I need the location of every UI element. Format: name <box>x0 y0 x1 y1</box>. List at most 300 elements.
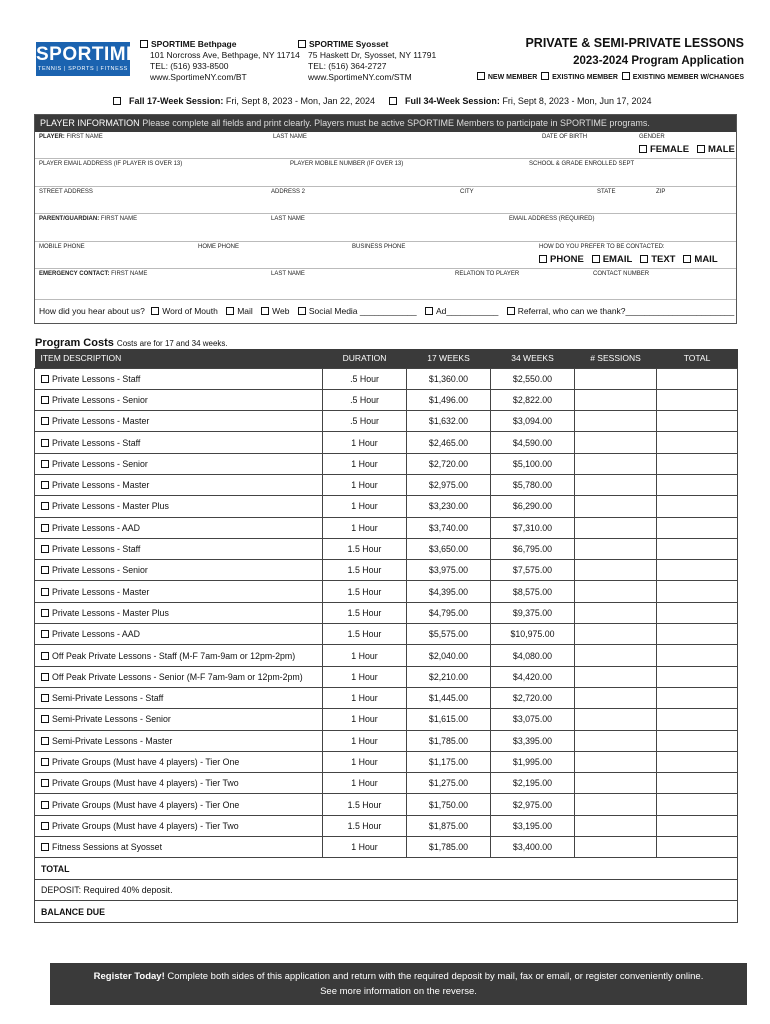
total-input[interactable] <box>657 389 738 410</box>
sessions-input[interactable] <box>575 453 657 474</box>
member-options <box>477 72 744 81</box>
full-session-checkbox[interactable] <box>389 97 397 105</box>
total-input[interactable] <box>657 837 738 858</box>
duration-cell: 1 Hour <box>323 730 407 751</box>
item-checkbox[interactable] <box>41 375 49 383</box>
table-row <box>35 751 738 772</box>
duration-cell: 1.5 Hour <box>323 581 407 602</box>
item-description: Private Lessons - Senior <box>52 565 148 576</box>
player-info-title: PLAYER INFORMATION <box>40 118 140 128</box>
option-label: Mail <box>237 306 253 316</box>
item-cell[interactable] <box>35 517 323 538</box>
price-34-cell: $4,590.00 <box>491 432 575 453</box>
item-checkbox[interactable] <box>41 843 49 851</box>
table-row <box>35 411 738 432</box>
price-17-cell: $2,210.00 <box>407 666 491 687</box>
hear-question: How did you hear about us? <box>39 306 145 316</box>
phone-checkbox[interactable] <box>539 255 547 263</box>
sessions-input[interactable] <box>575 794 657 815</box>
program-costs-table <box>34 349 738 923</box>
table-row <box>35 730 738 751</box>
price-17-cell: $1,615.00 <box>407 709 491 730</box>
price-34-cell: $2,822.00 <box>491 389 575 410</box>
table-row <box>35 837 738 858</box>
price-34-cell: $6,290.00 <box>491 496 575 517</box>
street-address-field[interactable]: STREET ADDRESS <box>39 189 93 195</box>
table-row <box>35 560 738 581</box>
location-web: www.SportimeNY.com/BT <box>150 72 247 82</box>
table-row <box>35 602 738 623</box>
column-header: 17 WEEKS <box>407 349 491 368</box>
item-description: Private Lessons - Senior <box>52 458 148 469</box>
player-info-note: Please complete all fields and print clearly. Players must be active SPORTIME Members to participate in SPORTIME programs. <box>142 118 650 128</box>
table-row <box>35 581 738 602</box>
contact-number-field[interactable]: CONTACT NUMBER <box>593 271 650 277</box>
table-row <box>35 645 738 666</box>
total-input[interactable] <box>657 538 738 559</box>
price-34-cell: $10,975.00 <box>491 624 575 645</box>
sessions-input[interactable] <box>575 411 657 432</box>
price-34-cell: $3,075.00 <box>491 709 575 730</box>
item-cell[interactable] <box>35 624 323 645</box>
gender-options <box>639 144 735 155</box>
existing-member-checkbox[interactable] <box>541 72 549 80</box>
duration-cell: 1 Hour <box>323 517 407 538</box>
session-label: Fall 17-Week Session: <box>129 96 224 106</box>
contact-options <box>539 254 718 265</box>
session-full <box>389 96 652 106</box>
item-checkbox[interactable] <box>41 822 49 830</box>
item-description: Private Lessons - AAD <box>52 629 141 640</box>
divider <box>35 268 736 269</box>
total-input[interactable] <box>657 815 738 836</box>
item-checkbox[interactable] <box>41 779 49 787</box>
price-17-cell: $5,575.00 <box>407 624 491 645</box>
item-description: Private Lessons - Staff <box>52 373 141 384</box>
sessions-input[interactable] <box>575 730 657 751</box>
field-label: EMERGENCY CONTACT: <box>39 271 110 277</box>
price-34-cell: $7,575.00 <box>491 560 575 581</box>
sessions-input[interactable] <box>575 645 657 666</box>
table-row <box>35 517 738 538</box>
total-label: TOTAL <box>35 858 738 880</box>
location-web: www.SportimeNY.com/STM <box>308 72 412 82</box>
item-description: Semi-Private Lessons - Master <box>52 735 173 746</box>
contact-preference-label: HOW DO YOU PREFER TO BE CONTACTED: <box>539 244 665 250</box>
option-label: Social Media ____________ <box>308 306 417 316</box>
field-label: FIRST NAME <box>66 134 103 140</box>
item-checkbox[interactable] <box>41 545 49 553</box>
sessions-input[interactable] <box>575 837 657 858</box>
sessions-input[interactable] <box>575 474 657 495</box>
item-checkbox[interactable] <box>41 502 49 510</box>
item-checkbox[interactable] <box>41 630 49 638</box>
emergency-first-name-field[interactable] <box>39 271 147 277</box>
location-tel: TEL: (516) 364-2727 <box>308 61 387 71</box>
duration-cell: 1.5 Hour <box>323 602 407 623</box>
price-17-cell: $4,395.00 <box>407 581 491 602</box>
sportime-logo <box>36 42 140 76</box>
item-description: Semi-Private Lessons - Staff <box>52 693 164 704</box>
price-34-cell: $7,310.00 <box>491 517 575 538</box>
column-header: TOTAL <box>657 349 738 368</box>
option-label: Referral, who can we thank?_______________________ <box>517 306 735 316</box>
price-34-cell: $2,720.00 <box>491 687 575 708</box>
email-field[interactable]: EMAIL ADDRESS (REQUIRED) <box>509 216 595 222</box>
item-cell[interactable] <box>35 602 323 623</box>
item-cell[interactable] <box>35 411 323 432</box>
sessions-input[interactable] <box>575 815 657 836</box>
total-input[interactable] <box>657 496 738 517</box>
player-mobile-field[interactable]: PLAYER MOBILE NUMBER (IF OVER 13) <box>290 161 404 167</box>
total-input[interactable] <box>657 751 738 772</box>
sessions-input[interactable] <box>575 687 657 708</box>
duration-cell: 1 Hour <box>323 474 407 495</box>
table-row <box>35 815 738 836</box>
footer-line2: See more information on the reverse. <box>320 986 477 997</box>
home-phone-field[interactable]: HOME PHONE <box>198 244 240 250</box>
item-cell[interactable] <box>35 368 323 389</box>
sessions-input[interactable] <box>575 602 657 623</box>
price-34-cell: $5,780.00 <box>491 474 575 495</box>
column-header: DURATION <box>323 349 407 368</box>
field-label: PLAYER: <box>39 134 65 140</box>
item-checkbox[interactable] <box>41 758 49 766</box>
price-17-cell: $1,360.00 <box>407 368 491 389</box>
price-34-cell: $8,575.00 <box>491 581 575 602</box>
duration-cell: 1 Hour <box>323 709 407 730</box>
program-costs-title: Program Costs <box>35 337 114 349</box>
syosset-checkbox[interactable] <box>298 40 306 48</box>
option-label: TEXT <box>651 254 676 265</box>
item-checkbox[interactable] <box>41 460 49 468</box>
item-checkbox[interactable] <box>41 417 49 425</box>
price-17-cell: $1,785.00 <box>407 837 491 858</box>
table-row <box>35 624 738 645</box>
item-cell[interactable] <box>35 496 323 517</box>
table-row <box>35 474 738 495</box>
item-description: Semi-Private Lessons - Senior <box>52 714 171 725</box>
item-description: Private Lessons - Master <box>52 586 150 597</box>
item-description: Off Peak Private Lessons - Senior (M-F 7am-9am or 12pm-2pm) <box>52 671 303 682</box>
item-description: Private Lessons - AAD <box>52 522 141 533</box>
table-header-row <box>35 349 738 368</box>
total-input[interactable] <box>657 581 738 602</box>
sessions-input[interactable] <box>575 517 657 538</box>
price-17-cell: $2,040.00 <box>407 645 491 666</box>
male-checkbox[interactable] <box>697 145 705 153</box>
ad-checkbox[interactable] <box>425 307 433 315</box>
hear-about-us-row <box>39 306 734 316</box>
duration-cell: 1.5 Hour <box>323 538 407 559</box>
duration-cell: 1 Hour <box>323 432 407 453</box>
city-field[interactable]: CITY <box>460 189 474 195</box>
sessions-input[interactable] <box>575 581 657 602</box>
session-label: Full 34-Week Session: <box>405 96 500 106</box>
total-input[interactable] <box>657 624 738 645</box>
item-checkbox[interactable] <box>41 524 49 532</box>
item-cell[interactable] <box>35 581 323 602</box>
divider <box>35 213 736 214</box>
duration-cell: 1 Hour <box>323 687 407 708</box>
item-checkbox[interactable] <box>41 715 49 723</box>
logo-text: SPORTIME <box>36 44 140 65</box>
item-checkbox[interactable] <box>41 694 49 702</box>
field-label: FIRST NAME <box>100 216 138 222</box>
location-bethpage <box>140 39 300 83</box>
price-17-cell: $4,795.00 <box>407 602 491 623</box>
dob-field[interactable]: DATE OF BIRTH <box>542 134 588 140</box>
duration-cell: 1.5 Hour <box>323 815 407 836</box>
text-checkbox[interactable] <box>640 255 648 263</box>
header-titles <box>477 36 744 81</box>
location-syosset <box>298 39 436 83</box>
web-checkbox[interactable] <box>261 307 269 315</box>
item-cell[interactable] <box>35 389 323 410</box>
player-first-name-field[interactable] <box>39 134 103 140</box>
mobile-phone-field[interactable]: MOBILE PHONE <box>39 244 85 250</box>
duration-cell: 1.5 Hour <box>323 624 407 645</box>
column-header: # SESSIONS <box>575 349 657 368</box>
total-input[interactable] <box>657 666 738 687</box>
item-description: Private Groups (Must have 4 players) - Tier Two <box>52 778 239 789</box>
mail-checkbox[interactable] <box>683 255 691 263</box>
member-option-label: EXISTING MEMBER <box>552 74 618 81</box>
item-cell[interactable] <box>35 432 323 453</box>
balance-row <box>35 901 738 923</box>
total-input[interactable] <box>657 645 738 666</box>
deposit-label: DEPOSIT: Required 40% deposit. <box>35 879 738 901</box>
item-description: Private Lessons - Master Plus <box>52 501 169 512</box>
price-34-cell: $3,395.00 <box>491 730 575 751</box>
divider <box>35 158 736 159</box>
item-checkbox[interactable] <box>41 609 49 617</box>
option-label: Word of Mouth <box>162 306 218 316</box>
existing-changes-checkbox[interactable] <box>622 72 630 80</box>
price-34-cell: $2,550.00 <box>491 368 575 389</box>
duration-cell: .5 Hour <box>323 411 407 432</box>
table-row <box>35 432 738 453</box>
sessions-input[interactable] <box>575 560 657 581</box>
price-17-cell: $3,230.00 <box>407 496 491 517</box>
register-footer <box>50 963 747 1005</box>
item-checkbox[interactable] <box>41 673 49 681</box>
total-row <box>35 858 738 880</box>
total-input[interactable] <box>657 368 738 389</box>
divider <box>35 299 736 300</box>
parent-first-name-field[interactable] <box>39 216 137 222</box>
duration-cell: 1 Hour <box>323 666 407 687</box>
total-input[interactable] <box>657 411 738 432</box>
divider <box>35 241 736 242</box>
player-email-field[interactable]: PLAYER EMAIL ADDRESS (IF PLAYER IS OVER 13) <box>39 161 183 167</box>
option-label: PHONE <box>550 254 584 265</box>
item-description: Private Lessons - Senior <box>52 394 148 405</box>
deposit-row <box>35 879 738 901</box>
total-input[interactable] <box>657 730 738 751</box>
item-description: Private Lessons - Master Plus <box>52 607 169 618</box>
item-description: Fitness Sessions at Syosset <box>52 842 163 853</box>
total-input[interactable] <box>657 432 738 453</box>
price-34-cell: $4,080.00 <box>491 645 575 666</box>
price-17-cell: $1,750.00 <box>407 794 491 815</box>
total-input[interactable] <box>657 602 738 623</box>
location-name: SPORTIME Syosset <box>309 39 389 49</box>
balance-label: BALANCE DUE <box>35 901 738 923</box>
duration-cell: 1 Hour <box>323 645 407 666</box>
total-input[interactable] <box>657 687 738 708</box>
price-34-cell: $5,100.00 <box>491 453 575 474</box>
sessions-input[interactable] <box>575 624 657 645</box>
state-field[interactable]: STATE <box>597 189 616 195</box>
price-17-cell: $3,740.00 <box>407 517 491 538</box>
total-input[interactable] <box>657 474 738 495</box>
item-cell[interactable] <box>35 751 323 772</box>
item-cell[interactable] <box>35 815 323 836</box>
price-34-cell: $1,995.00 <box>491 751 575 772</box>
option-label: EMAIL <box>602 254 633 265</box>
word-of-mouth-checkbox[interactable] <box>151 307 159 315</box>
player-info-header <box>35 115 736 132</box>
item-cell[interactable] <box>35 538 323 559</box>
duration-cell: 1.5 Hour <box>323 794 407 815</box>
form-subtitle: 2023-2024 Program Application <box>573 55 744 67</box>
bethpage-checkbox[interactable] <box>140 40 148 48</box>
item-cell[interactable] <box>35 730 323 751</box>
item-checkbox[interactable] <box>41 737 49 745</box>
duration-cell: 1 Hour <box>323 751 407 772</box>
sessions-input[interactable] <box>575 773 657 794</box>
sessions-input[interactable] <box>575 709 657 730</box>
member-option-label: EXISTING MEMBER W/CHANGES <box>632 74 744 81</box>
table-row <box>35 794 738 815</box>
item-description: Private Groups (Must have 4 players) - Tier One <box>52 756 240 767</box>
field-label: FIRST NAME <box>111 271 148 277</box>
total-input[interactable] <box>657 453 738 474</box>
mail-source-checkbox[interactable] <box>226 307 234 315</box>
item-cell[interactable] <box>35 453 323 474</box>
price-34-cell: $3,195.00 <box>491 815 575 836</box>
relation-field[interactable]: RELATION TO PLAYER <box>455 271 520 277</box>
table-row <box>35 453 738 474</box>
address2-field[interactable]: ADDRESS 2 <box>271 189 306 195</box>
item-cell[interactable] <box>35 666 323 687</box>
item-cell[interactable] <box>35 837 323 858</box>
item-cell[interactable] <box>35 794 323 815</box>
table-row <box>35 687 738 708</box>
sessions-input[interactable] <box>575 751 657 772</box>
location-name: SPORTIME Bethpage <box>151 39 237 49</box>
option-label: Ad___________ <box>436 306 499 316</box>
price-17-cell: $2,465.00 <box>407 432 491 453</box>
sessions-input[interactable] <box>575 538 657 559</box>
fall-session-checkbox[interactable] <box>113 97 121 105</box>
item-checkbox[interactable] <box>41 481 49 489</box>
option-label: FEMALE <box>650 144 690 155</box>
item-cell[interactable] <box>35 773 323 794</box>
item-description: Private Lessons - Master <box>52 480 150 491</box>
total-input[interactable] <box>657 773 738 794</box>
item-checkbox[interactable] <box>41 439 49 447</box>
divider <box>35 186 736 187</box>
referral-checkbox[interactable] <box>507 307 515 315</box>
item-cell[interactable] <box>35 709 323 730</box>
price-17-cell: $1,875.00 <box>407 815 491 836</box>
table-row <box>35 666 738 687</box>
item-checkbox[interactable] <box>41 396 49 404</box>
location-address: 75 Haskett Dr, Syosset, NY 11791 <box>308 50 437 60</box>
parent-last-name-field[interactable]: LAST NAME <box>271 216 305 222</box>
price-17-cell: $1,175.00 <box>407 751 491 772</box>
player-information-section <box>34 114 737 324</box>
social-media-checkbox[interactable] <box>298 307 306 315</box>
table-row <box>35 538 738 559</box>
female-checkbox[interactable] <box>639 145 647 153</box>
option-label: MALE <box>707 144 735 155</box>
sessions-input[interactable] <box>575 432 657 453</box>
duration-cell: .5 Hour <box>323 389 407 410</box>
item-checkbox[interactable] <box>41 566 49 574</box>
option-label: MAIL <box>694 254 718 265</box>
total-input[interactable] <box>657 560 738 581</box>
sessions-input[interactable] <box>575 496 657 517</box>
price-17-cell: $2,720.00 <box>407 453 491 474</box>
price-17-cell: $1,275.00 <box>407 773 491 794</box>
item-description: Private Groups (Must have 4 players) - Tier Two <box>52 820 239 831</box>
item-description: Private Groups (Must have 4 players) - Tier One <box>52 799 240 810</box>
item-cell[interactable] <box>35 645 323 666</box>
item-checkbox[interactable] <box>41 801 49 809</box>
program-costs-heading <box>35 337 228 349</box>
item-description: Private Lessons - Staff <box>52 437 141 448</box>
location-address: 101 Norcross Ave, Bethpage, NY 11714 <box>150 50 300 60</box>
footer-line1: Complete both sides of this application and return with the required deposit by mail, fax or email, or register conveniently online. <box>167 971 704 982</box>
duration-cell: 1 Hour <box>323 496 407 517</box>
table-row <box>35 709 738 730</box>
item-checkbox[interactable] <box>41 652 49 660</box>
option-label: Web <box>272 306 290 316</box>
price-34-cell: $2,195.00 <box>491 773 575 794</box>
zip-field[interactable]: ZIP <box>656 189 666 195</box>
emergency-last-name-field[interactable]: LAST NAME <box>271 271 305 277</box>
total-input[interactable] <box>657 794 738 815</box>
item-checkbox[interactable] <box>41 588 49 596</box>
logo-subtext: TENNIS | SPORTS | FITNESS <box>38 66 128 72</box>
school-field[interactable]: SCHOOL & GRADE ENROLLED SEPT <box>529 161 635 167</box>
sessions-input[interactable] <box>575 368 657 389</box>
price-34-cell: $3,400.00 <box>491 837 575 858</box>
sessions-input[interactable] <box>575 389 657 410</box>
new-member-checkbox[interactable] <box>477 72 485 80</box>
item-cell[interactable] <box>35 560 323 581</box>
item-cell[interactable] <box>35 474 323 495</box>
duration-cell: 1 Hour <box>323 837 407 858</box>
program-costs-note: Costs are for 17 and 34 weeks. <box>116 339 228 348</box>
item-cell[interactable] <box>35 687 323 708</box>
location-tel: TEL: (516) 933-8500 <box>150 61 229 71</box>
total-input[interactable] <box>657 709 738 730</box>
price-34-cell: $3,094.00 <box>491 411 575 432</box>
sessions-input[interactable] <box>575 666 657 687</box>
player-last-name-field[interactable]: LAST NAME <box>273 134 307 140</box>
business-phone-field[interactable]: BUSINESS PHONE <box>352 244 406 250</box>
price-34-cell: $2,975.00 <box>491 794 575 815</box>
email-checkbox[interactable] <box>592 255 600 263</box>
table-row <box>35 389 738 410</box>
session-fall <box>113 96 375 106</box>
total-input[interactable] <box>657 517 738 538</box>
price-17-cell: $3,650.00 <box>407 538 491 559</box>
